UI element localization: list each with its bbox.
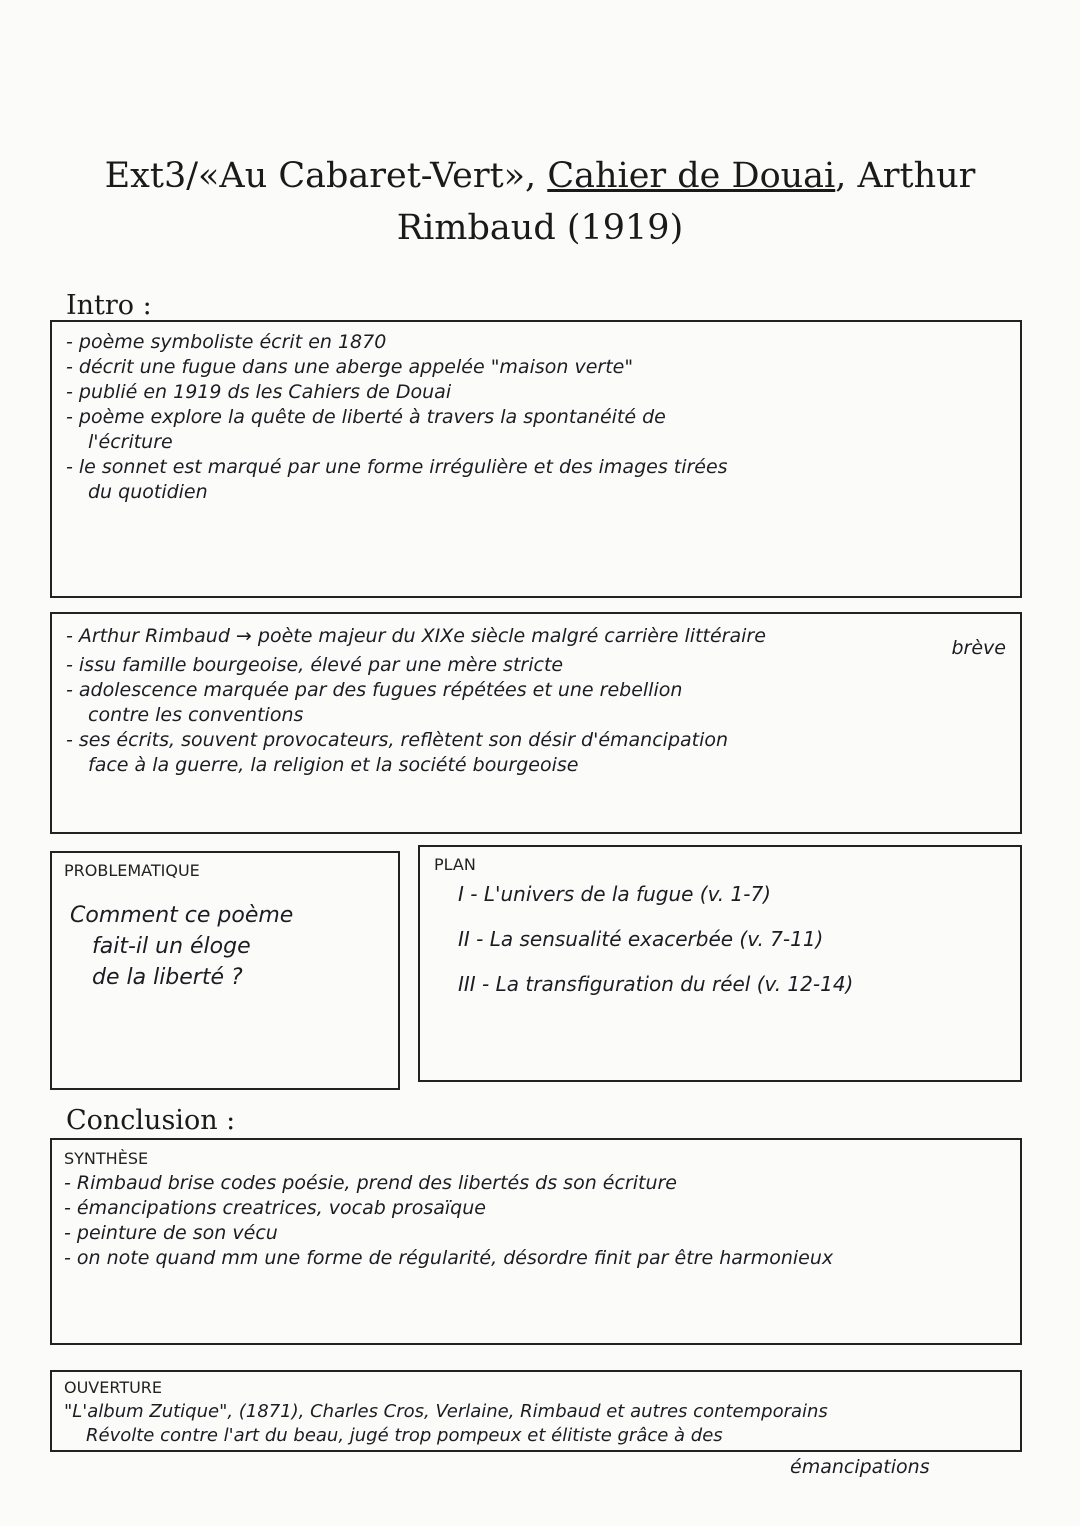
intro-line: l'écriture (88, 431, 173, 453)
title-line2: Rimbaud (1919) (396, 208, 684, 248)
plan-item: I - L'univers de la fugue (v. 1-7) (458, 882, 771, 906)
author-line: brève (951, 637, 1006, 659)
problematique-label: PROBLEMATIQUE (64, 861, 200, 880)
author-line: - Arthur Rimbaud → poète majeur du XIXe siècle malgré carrière littéraire (66, 625, 766, 647)
author-box (50, 612, 1022, 834)
intro-heading: Intro : (66, 290, 152, 321)
plan-item: III - La transfiguration du réel (v. 12-14) (458, 972, 854, 996)
problematique-line: de la liberté ? (92, 965, 243, 990)
intro-line: du quotidien (88, 481, 208, 503)
ouverture-line: Révolte contre l'art du beau, jugé trop pompeux et élitiste grâce à des (86, 1425, 723, 1446)
intro-line: - publié en 1919 ds les Cahiers de Douai (66, 381, 452, 403)
synthese-label: SYNTHÈSE (64, 1149, 149, 1168)
problematique-box (50, 851, 400, 1090)
ouverture-label: OUVERTURE (64, 1378, 163, 1397)
synthese-box (50, 1138, 1022, 1345)
ouverture-overflow: émancipations (790, 1456, 930, 1478)
conclusion-heading: Conclusion : (66, 1105, 236, 1136)
ouverture-box (50, 1370, 1022, 1452)
title-suffix: , Arthur (835, 156, 976, 196)
author-line: face à la guerre, la religion et la société bourgeoise (88, 754, 579, 776)
page-title (0, 150, 1080, 254)
synthese-line: - on note quand mm une forme de régularité, désordre finit par être harmonieux (64, 1247, 834, 1269)
synthese-line: - émancipations creatrices, vocab prosaïque (64, 1197, 486, 1219)
ouverture-line: "L'album Zutique", (1871), Charles Cros, Verlaine, Rimbaud et autres contemporains (64, 1401, 828, 1422)
synthese-line: - peinture de son vécu (64, 1222, 278, 1244)
intro-line: - poème explore la quête de liberté à travers la spontanéité de (66, 406, 666, 428)
intro-line: - le sonnet est marqué par une forme irrégulière et des images tirées (66, 456, 728, 478)
intro-line: - décrit une fugue dans une aberge appelée "maison verte" (66, 356, 634, 378)
problematique-line: Comment ce poème (70, 903, 294, 928)
plan-item: II - La sensualité exacerbée (v. 7-11) (458, 927, 824, 951)
author-line: - issu famille bourgeoise, élevé par une mère stricte (66, 654, 564, 676)
author-line: - adolescence marquée par des fugues répétées et une rebellion (66, 679, 683, 701)
intro-box (50, 320, 1022, 598)
title-prefix: Ext3/«Au Cabaret-Vert», (104, 156, 548, 196)
author-line: - ses écrits, souvent provocateurs, reflètent son désir d'émancipation (66, 729, 729, 751)
author-line: contre les conventions (88, 704, 304, 726)
intro-line: - poème symboliste écrit en 1870 (66, 331, 387, 353)
synthese-line: - Rimbaud brise codes poésie, prend des libertés ds son écriture (64, 1172, 678, 1194)
title-work: Cahier de Douai (547, 156, 836, 196)
problematique-line: fait-il un éloge (92, 934, 251, 959)
plan-box (418, 845, 1022, 1082)
plan-label: PLAN (434, 855, 476, 874)
